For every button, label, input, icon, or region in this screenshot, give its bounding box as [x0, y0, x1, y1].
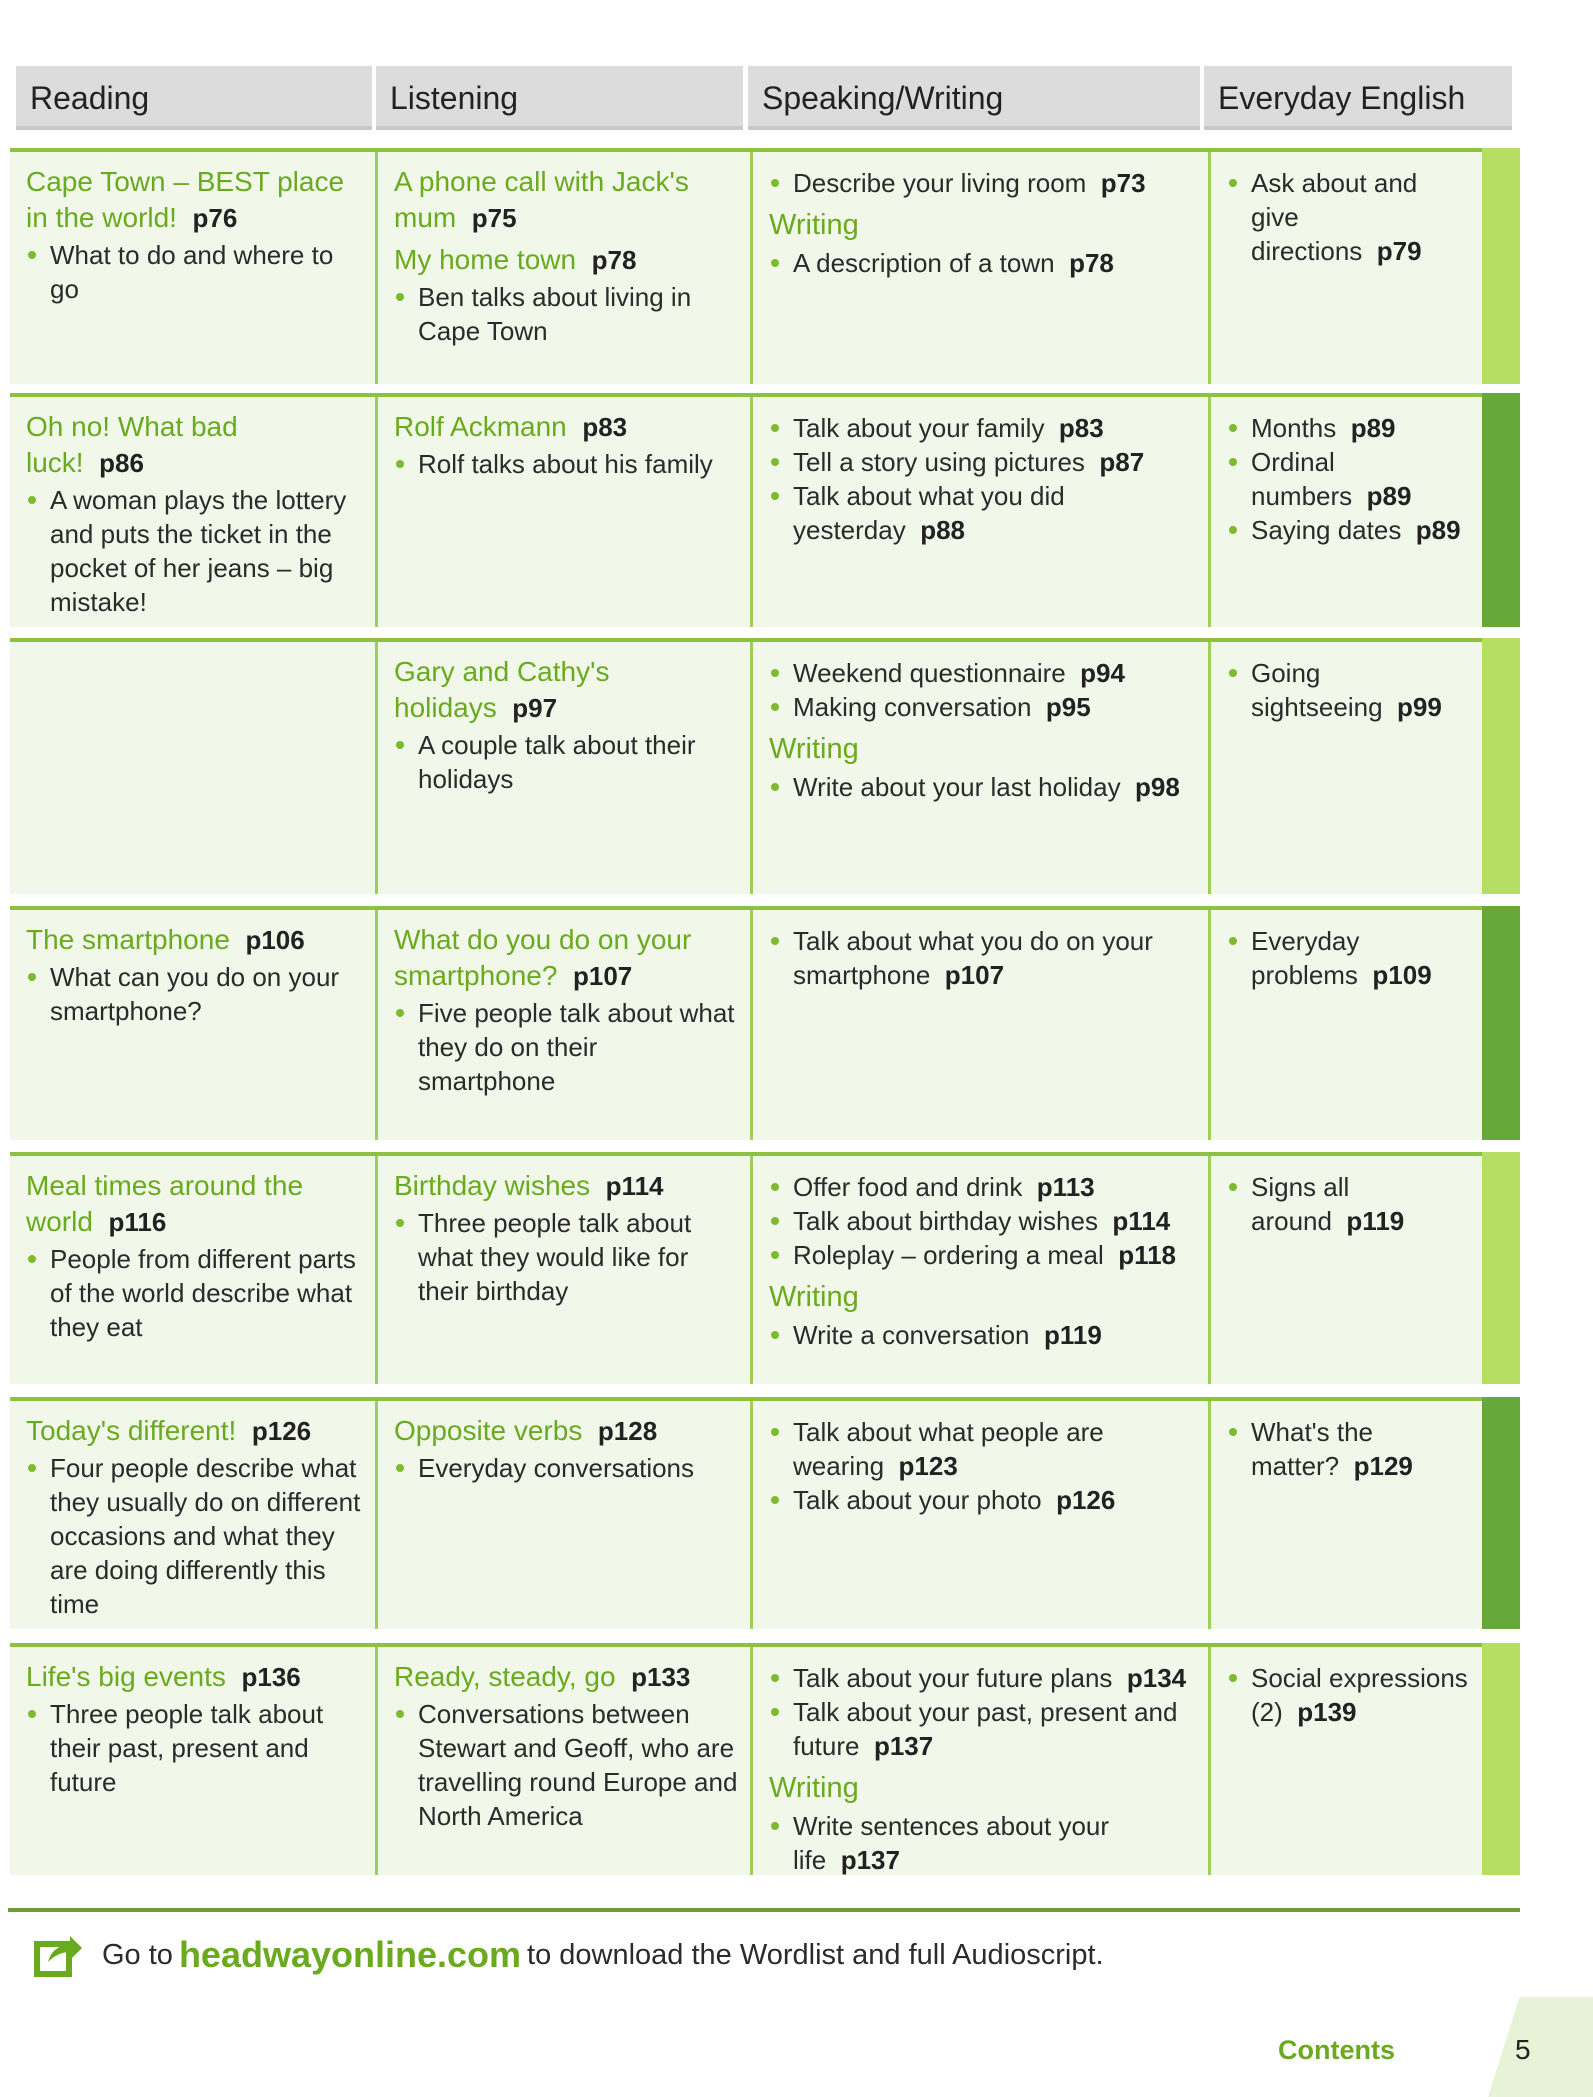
list-item [769, 1318, 1196, 1352]
list-item: A couple talk about their holidays [394, 728, 738, 796]
speaking-list [769, 411, 1196, 547]
footer-divider [8, 1908, 1520, 1912]
listening-cell [375, 1647, 750, 1875]
writing-heading: Writing [769, 733, 859, 765]
listening-title-page: p128 [597, 1416, 658, 1446]
listening-title-text: A phone call with Jack's mum [394, 166, 689, 233]
listening-cell [375, 910, 750, 1140]
listening-bullets [394, 996, 738, 1098]
list-item [769, 1695, 1196, 1763]
section-label: Contents [1278, 2035, 1395, 2065]
listening-title [394, 164, 738, 236]
listening-bullets [394, 447, 738, 481]
listening-cell [375, 397, 750, 627]
list-item [1227, 656, 1468, 724]
speaking-writing-cell [750, 1156, 1208, 1384]
reading-bullets [26, 1697, 363, 1799]
reading-cell [10, 1401, 375, 1629]
list-item [769, 924, 1196, 992]
header-everyday-english: Everyday English [1204, 66, 1512, 130]
activity-page: p94 [1080, 658, 1125, 688]
listening-title [394, 242, 738, 278]
reading-title-page: p116 [108, 1207, 167, 1237]
list-item [769, 1483, 1196, 1517]
unit-color-bar [1482, 148, 1520, 384]
activity-page: p114 [1112, 1206, 1171, 1236]
activity-text: A description of a town [793, 248, 1055, 278]
unit-color-bar [1482, 1152, 1520, 1384]
list-item: Five people talk about what they do on their smartphone [394, 996, 738, 1098]
reading-title [26, 1659, 363, 1695]
activity-page: p118 [1118, 1240, 1177, 1270]
list-item: What to do and where to go [26, 238, 363, 306]
reading-title-text: Life's big events [26, 1661, 226, 1692]
speaking-list [769, 1170, 1196, 1272]
listening-title-text: Ready, steady, go [394, 1661, 616, 1692]
listening-title-text: What do you do on your smartphone? [394, 924, 692, 991]
page-number: 5 [1515, 2034, 1531, 2065]
reading-cell [10, 910, 375, 1140]
list-item [1227, 1661, 1468, 1729]
list-item [769, 656, 1196, 690]
activity-text: Talk about your family [793, 413, 1045, 443]
header-speaking-writing: Speaking/Writing [748, 66, 1200, 130]
unit-row [10, 1643, 1518, 1875]
speaking-writing-cell [750, 397, 1208, 627]
reading-title-text: Oh no! What bad luck! [26, 411, 238, 478]
activity-text: Talk about birthday wishes [793, 1206, 1098, 1236]
reading-title [26, 1413, 363, 1449]
listening-bullets [394, 728, 738, 796]
activity-page: p83 [1058, 413, 1104, 443]
speaking-list [769, 1415, 1196, 1517]
reading-bullets [26, 483, 363, 619]
listening-title-page: p114 [605, 1171, 664, 1201]
reading-bullets [26, 960, 363, 1028]
unit-color-bar [1482, 638, 1520, 894]
list-item [1227, 1170, 1468, 1238]
header-listening: Listening [376, 66, 743, 130]
listening-title-text: Birthday wishes [394, 1170, 591, 1201]
activity-page: p98 [1135, 772, 1180, 802]
activity-page: p137 [840, 1845, 900, 1875]
list-item [1227, 411, 1468, 445]
everyday-page: p109 [1372, 960, 1432, 990]
list-item [769, 690, 1196, 724]
speaking-list [769, 246, 1196, 280]
reading-title-text: The smartphone [26, 924, 230, 955]
listening-title [394, 409, 738, 445]
list-item [769, 1415, 1196, 1483]
unit-row [10, 1397, 1518, 1629]
speaking-list [769, 166, 1196, 200]
activity-text: Describe your living room [793, 168, 1087, 198]
list-item [769, 166, 1196, 200]
everyday-text: Saying dates [1251, 515, 1402, 545]
reading-bullets [26, 238, 363, 306]
writing-heading: Writing [769, 1772, 859, 1804]
reading-title-text: Cape Town – BEST place in the world! [26, 166, 345, 233]
everyday-text: Ordinal numbers [1251, 447, 1353, 511]
everyday-english-cell [1208, 910, 1480, 1140]
everyday-page: p139 [1297, 1697, 1357, 1727]
everyday-english-cell [1208, 152, 1480, 384]
everyday-list [1227, 411, 1468, 547]
everyday-page: p89 [1366, 481, 1412, 511]
reading-title-page: p76 [192, 203, 238, 233]
activity-text: Talk about what people are wearing [793, 1417, 1104, 1481]
activity-text: Talk about what you do on your smartphone [793, 926, 1153, 990]
list-item: Conversations between Stewart and Geoff, who are travelling round Europe and North America [394, 1697, 738, 1833]
page-corner-tab [1488, 1997, 1593, 2097]
activity-page: p88 [920, 515, 965, 545]
reading-title-text: Today's different! [26, 1415, 237, 1446]
speaking-writing-cell [750, 152, 1208, 384]
speaking-list [769, 924, 1196, 992]
activity-text: Making conversation [793, 692, 1032, 722]
list-item: Everyday conversations [394, 1451, 738, 1485]
everyday-page: p79 [1376, 236, 1422, 266]
everyday-page: p119 [1346, 1206, 1405, 1236]
list-item [769, 411, 1196, 445]
reading-cell [10, 397, 375, 627]
activity-page: p126 [1056, 1485, 1116, 1515]
activity-page: p119 [1043, 1320, 1102, 1350]
listening-title-page: p133 [631, 1662, 691, 1692]
listening-bullets [394, 1206, 738, 1308]
list-item: A woman plays the lottery and puts the ticket in the pocket of her jeans – big mistake! [26, 483, 363, 619]
everyday-text: Ask about and give directions [1251, 168, 1418, 266]
reading-bullets [26, 1242, 363, 1344]
reading-cell [10, 152, 375, 384]
listening-title [394, 1413, 738, 1449]
footer-prefix: Go to [102, 1938, 173, 1971]
listening-title-text: Opposite verbs [394, 1415, 583, 1446]
list-item [1227, 166, 1468, 268]
listening-cell [375, 1401, 750, 1629]
everyday-list [1227, 924, 1468, 992]
everyday-text: Months [1251, 413, 1337, 443]
activity-text: Write about your last holiday [793, 772, 1121, 802]
everyday-text: Everyday problems [1251, 926, 1360, 990]
everyday-english-cell [1208, 1156, 1480, 1384]
list-item [1227, 924, 1468, 992]
headwayonline-link[interactable]: headwayonline.com [178, 1934, 522, 1975]
activity-text: Talk about your photo [793, 1485, 1042, 1515]
speaking-writing-cell [750, 910, 1208, 1140]
everyday-list [1227, 166, 1468, 268]
activity-page: p113 [1036, 1172, 1095, 1202]
list-item [769, 246, 1196, 280]
list-item: People from different parts of the world describe what they eat [26, 1242, 363, 1344]
activity-text: Tell a story using pictures [793, 447, 1085, 477]
everyday-text: Going sightseeing [1251, 658, 1383, 722]
listening-title-text: Rolf Ackmann [394, 411, 567, 442]
list-item [769, 770, 1196, 804]
unit-row [10, 393, 1518, 627]
everyday-list [1227, 656, 1468, 724]
activity-text: Write sentences about your life [793, 1811, 1110, 1875]
listening-title-page: p78 [591, 245, 637, 275]
unit-color-bar [1482, 1397, 1520, 1629]
speaking-list [769, 1661, 1196, 1763]
reading-title [26, 922, 363, 958]
list-item [769, 1238, 1196, 1272]
listening-bullets [394, 280, 738, 348]
everyday-text: Signs all around [1251, 1172, 1350, 1236]
activity-text: Offer food and drink [793, 1172, 1023, 1202]
everyday-text: What's the matter? [1251, 1417, 1374, 1481]
footer-suffix: to download the Wordlist and full Audioscript. [527, 1938, 1104, 1971]
listening-bullets [394, 1451, 738, 1485]
speaking-list [769, 770, 1196, 804]
list-item [769, 479, 1196, 547]
reading-cell [10, 1156, 375, 1384]
writing-heading: Writing [769, 209, 859, 241]
unit-row [10, 1152, 1518, 1384]
everyday-page: p129 [1353, 1451, 1413, 1481]
reading-title-page: p106 [245, 925, 305, 955]
activity-page: p95 [1045, 692, 1091, 722]
reading-title-text: Meal times around the world [26, 1170, 304, 1237]
list-item: Four people describe what they usually do on different occasions and what they are doing differently this time [26, 1451, 363, 1621]
listening-cell [375, 152, 750, 384]
list-item [769, 445, 1196, 479]
reading-cell [10, 642, 375, 894]
listening-title [394, 1659, 738, 1695]
everyday-text: Social expressions (2) [1251, 1663, 1468, 1727]
reading-title-page: p136 [241, 1662, 301, 1692]
listening-bullets [394, 1697, 738, 1833]
list-item [1227, 445, 1468, 513]
speaking-writing-cell [750, 1401, 1208, 1629]
list-item [769, 1809, 1196, 1877]
footer-link-line [34, 1932, 1104, 1978]
list-item [1227, 1415, 1468, 1483]
listening-cell [375, 1156, 750, 1384]
list-item: Three people talk about what they would like for their birthday [394, 1206, 738, 1308]
speaking-list [769, 1318, 1196, 1352]
listening-title-text: Gary and Cathy's holidays [394, 656, 610, 723]
activity-page: p134 [1126, 1663, 1187, 1693]
everyday-page: p89 [1350, 413, 1396, 443]
writing-heading: Writing [769, 1281, 859, 1313]
activity-text: Talk about what you did yesterday [793, 481, 1065, 545]
listening-title-page: p75 [471, 203, 517, 233]
reading-title [26, 164, 363, 236]
reading-bullets [26, 1451, 363, 1621]
listening-title-text: My home town [394, 244, 577, 275]
speaking-list [769, 1809, 1196, 1877]
list-item: Ben talks about living in Cape Town [394, 280, 738, 348]
activity-page: p73 [1100, 168, 1146, 198]
activity-text: Roleplay – ordering a meal [793, 1240, 1104, 1270]
list-item: Rolf talks about his family [394, 447, 738, 481]
reading-title-page: p126 [251, 1416, 312, 1446]
list-item [769, 1170, 1196, 1204]
reading-title [26, 409, 363, 481]
unit-row [10, 638, 1518, 894]
activity-text: Weekend questionnaire [793, 658, 1066, 688]
listening-cell [375, 642, 750, 894]
activity-page: p137 [873, 1731, 934, 1761]
list-item [1227, 513, 1468, 547]
unit-color-bar [1482, 1643, 1520, 1875]
everyday-english-cell [1208, 397, 1480, 627]
listening-title [394, 1168, 738, 1204]
reading-cell [10, 1647, 375, 1875]
external-link-icon [34, 1932, 84, 1978]
listening-title-page: p97 [512, 693, 558, 723]
list-item: Three people talk about their past, present and future [26, 1697, 363, 1799]
unit-row [10, 906, 1518, 1140]
everyday-page: p99 [1397, 692, 1442, 722]
activity-page: p78 [1069, 248, 1114, 278]
activity-text: Talk about your past, present and future [793, 1697, 1178, 1761]
listening-title-page: p107 [573, 961, 633, 991]
everyday-english-cell [1208, 642, 1480, 894]
listening-title-page: p83 [582, 412, 628, 442]
reading-title-page: p86 [99, 448, 144, 478]
activity-text: Talk about your future plans [793, 1663, 1113, 1693]
activity-page: p107 [944, 960, 1005, 990]
list-item [769, 1661, 1196, 1695]
listening-title [394, 654, 738, 726]
list-item [769, 1204, 1196, 1238]
activity-page: p123 [898, 1451, 958, 1481]
unit-row [10, 148, 1518, 384]
speaking-list [769, 656, 1196, 724]
activity-page: p87 [1099, 447, 1145, 477]
unit-color-bar [1482, 393, 1520, 627]
unit-color-bar [1482, 906, 1520, 1140]
everyday-english-cell [1208, 1647, 1480, 1875]
everyday-list [1227, 1415, 1468, 1483]
everyday-list [1227, 1661, 1468, 1729]
list-item: What can you do on your smartphone? [26, 960, 363, 1028]
reading-title [26, 1168, 363, 1240]
everyday-page: p89 [1415, 515, 1461, 545]
everyday-list [1227, 1170, 1468, 1238]
speaking-writing-cell [750, 1647, 1208, 1875]
header-reading: Reading [16, 66, 372, 130]
listening-title [394, 922, 738, 994]
everyday-english-cell [1208, 1401, 1480, 1629]
activity-text: Write a conversation [793, 1320, 1030, 1350]
speaking-writing-cell [750, 642, 1208, 894]
